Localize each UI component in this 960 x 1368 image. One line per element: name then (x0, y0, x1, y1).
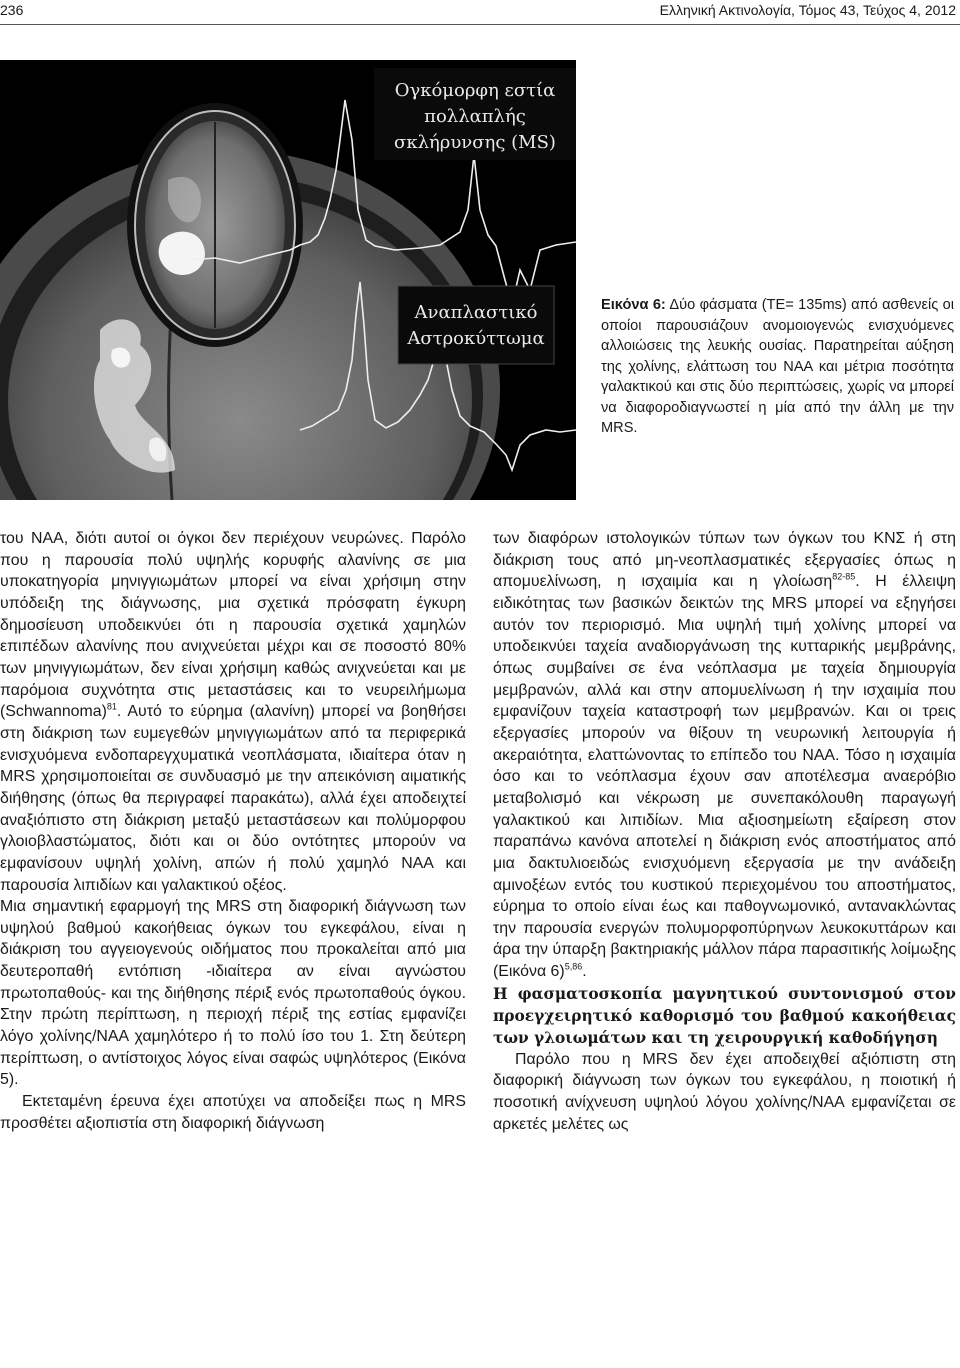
figure-caption (601, 295, 954, 439)
left-paragraph-1: του ΝΑΑ, διότι αυτοί οι όγκοι δεν περιέχουν νευρώνες. Παρόλο που η παρουσία πολύ υψηλής κορυφής αλανίνης σε μια υποκατηγορία μηνιγγιωμάτων μπορεί να είναι χρήσιμη στην υπόδειξη της διάγνωσης, μια σχετικά πρόσφατη έγκυρη δημοσίευση υποδεικνύει ότι η παρουσία σχετικά χαμηλών επιπέδων αλανίνης που ανιχνεύεται μέχρι και σε ποσοστό 80% των μηνιγγιωμάτων, δεν είναι χρήσιμη καθώς ανιχνεύεται και με παρόμοια συχνότητα στις μεταστάσεις και το νευρειλήμωμα (Schwannoma)$^{81}$. Αυτό το εύρημα (αλανίνη) μπορεί να βοηθήσει στη διάκριση των ευμεγεθών μηνιγγιωμάτων από τα περιφερικά ενισχυόμενα ενδοπαρεγχυματικά νεοπλάσματα, ιδιαίτερα όταν η MRS χρησιμοποιείται σε συνδυασμό με την απεικόνιση αιματικής διήθησης (όπως θα περιγραφεί παρακάτω), αλλά έχει αποδειχτεί αναξιόπιστο στη διάκριση μεταξύ μεταστάσεων και πολύμορφου γλοιοβλαστώματος, διότι και οι δύο οντότητες μπορούν να εμφανίσουν υψηλή χολίνη, απών ή πολύ χαμηλό ΝΑΑ και παρουσία λιπιδίων και γαλακτικού οξέος. (0, 530, 466, 894)
right-paragraph-1: των διαφόρων ιστολογικών τύπων των όγκων του ΚΝΣ ή στη διάκριση τους από μη-νεοπλασματικές εξεργασίες όπως η απομυελίνωση, η ισχαιμία και η γλοίωση$^{82-85}$. Η έλλειψη ειδικότητας των βασικών δεικτών της MRS μπορεί να εξηγήσει αυτόν τον περιορισμό. Μια υψηλή τιμή χολίνης μπορεί να υποδεικνύει ταχεία αναδιοργάνωση της κυτταρικής μεμβράνης, όπως συμβαίνει σε ένα νεόπλασμα με ταχεία δημιουργία μεμβρανών, αλλά και στην απομυελίνωση ή την ισχαιμία που εμφανίζουν ταχεία καταστροφή των μεμβρανών. Και οι τρεις εξεργασίες μπορούν να θίξουν τη νευρωνική λειτουργία ή ακεραιότητα, ελαττώνοντας το επίπεδο του ΝΑΑ. Τόσο η ισχαιμία όσο και το νεόπλασμα έχουν σαν αποτέλεσμα αναερόβιο μεταβολισμό και νέκρωση με συνεπακόλουθη παραγωγή γαλακτικού και λιπιδίων. Μια αξιοσημείωτη εξαίρεση στον παραπάνω κανόνα αποτελεί η διάκριση ενός αποστήματος από μια δακτυλιοειδώς ενισχυόμενη εξεργασία με την ανάδειξη αμινοξέων εντός του κυστικού περιεχομένου του αποστήματος, εύρημα το οποίο είναι έως και παθογνωμονικό, αντανακλώντας την παρουσία ενεργών πολυμορφοπύρηνων λευκοκυττάρων και άρα την ύπαρξη βακτηριακής μάλλον πάρα παρασιτικής λοίμωξης (Εικόνα 6)$^{5,86}$. (493, 530, 956, 981)
label-box-astrocytoma (398, 286, 554, 364)
figure-6-graphic (0, 60, 576, 500)
label-ms-line3: σκλήρυνσης (MS) (394, 132, 556, 153)
reference-82-85: 82-85 (832, 572, 856, 583)
figure-6-image (0, 60, 576, 500)
label-astro-line2: Αστροκύττωμα (407, 328, 545, 349)
label-ms-line1: Ογκόμορφη εστία (394, 80, 556, 101)
section-heading: Η φασματοσκοπία μαγνητικού συντονισμού στον προεγχειρητικό καθορισμό του βαθμού κακοήθειας των γλοιωμάτων και τη χειρουργική καθοδήγηση (493, 984, 956, 1047)
reference-81: 81 (106, 701, 117, 712)
left-column (0, 528, 466, 1134)
label-astro-line1: Αναπλαστικό (414, 302, 538, 323)
left-paragraph-2: Μια σημαντική εφαρμογή της MRS στη διαφορική διάγνωση των υψηλού βαθμού κακοήθειας όγκων του εγκεφάλου, είναι η διάκριση του αγγειογενούς οιδήματος που προκαλείται από μια δευτεροπαθή εντόπιση -ιδιαίτερα αν είναι αγνώστου πρωτοπαθούς- και της διήθησης πέριξ ενός πρωτοπαθούς όγκου. Στην πρώτη περίπτωση, η περιοχή πέριξ της εστίας εμφανίζει λόγο χολίνης/ΝΑΑ χαμηλότερο ή το πολύ ίσο του 1. Στη δεύτερη περίπτωση, ο αντίστοιχος λόγος είναι σαφώς υψηλότερος (Εικόνα 5). (0, 898, 466, 1089)
right-paragraph-2: Παρόλο που η MRS δεν έχει αποδειχθεί αξιόπιστη στη διαφορική διάγνωση των όγκων του εγκεφάλου, η ποιοτική ή ποσοτική ανίχνευση υψηλού λόγου χολίνης/ΝΑΑ εμφανίζεται σε αρκετές μελέτες ως (493, 1050, 956, 1133)
journal-reference: Ελληνική Ακτινολογία, Τόμος 43, Τεύχος 4, 2012 (659, 2, 956, 18)
right-column (493, 528, 956, 1135)
page-header (0, 0, 960, 30)
label-ms-line2: πολλαπλής (424, 106, 526, 127)
reference-5-86: 5,86 (564, 961, 583, 972)
page-number: 236 (0, 2, 24, 18)
header-rule (0, 24, 960, 25)
caption-label: Εικόνα 6: (601, 297, 666, 313)
mri-ms-inset (127, 103, 303, 347)
caption-text: Δύο φάσματα (ΤΕ= 135ms) από ασθενείς οι οποίοι παρουσιάζουν ανομοιογενώς ενισχυόμενες αλλοιώσεις της λευκής ουσίας. Παρατηρείται αύξηση της χολίνης, ελάττωση του ΝΑΑ και μέτρια ποσότητα γαλακτικού και στις δύο περιπτώσεις, χωρίς να μπορεί να διαφοροδιαγνωστεί η μία από την άλλη με την MRS. (601, 297, 954, 436)
left-paragraph-3: Εκτεταμένη έρευνα έχει αποτύχει να αποδείξει πως η MRS προσθέτει αξιοπιστία στη διαφορική διάγνωση (0, 1093, 466, 1132)
